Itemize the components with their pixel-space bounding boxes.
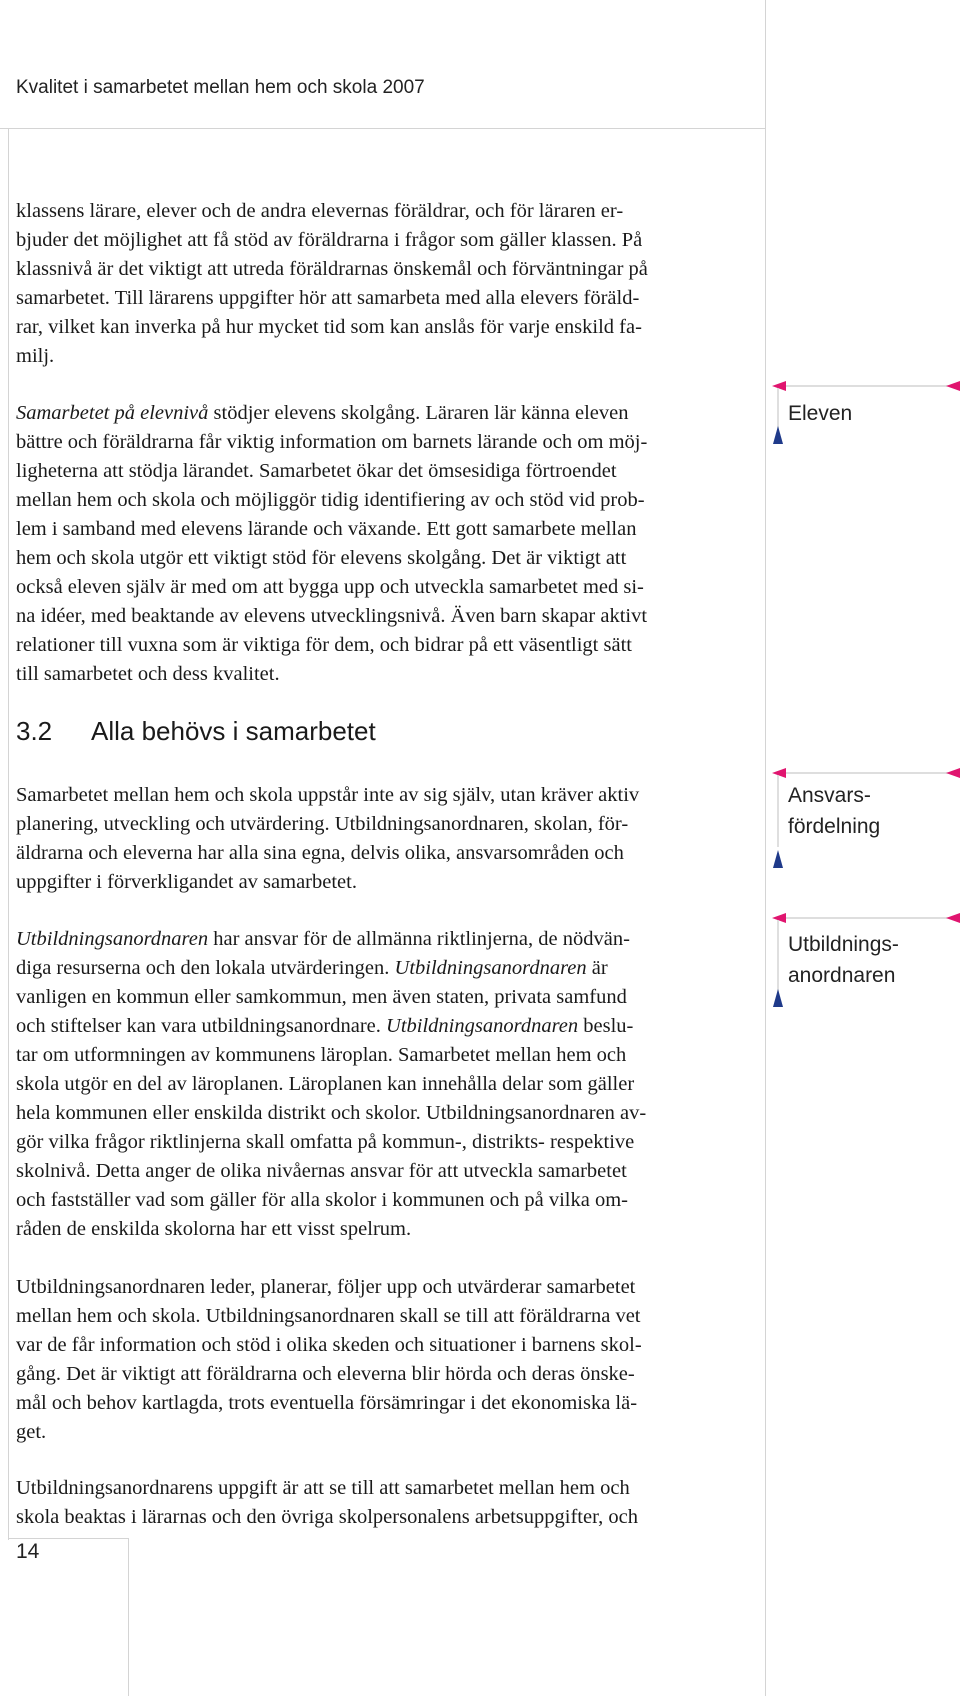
text-line: bjuder det möjlighet att få stöd av föräldrarna i frågor som gäller klassen. På [16,229,643,251]
margin-note-eleven [788,398,852,429]
blue-arrow-icon [770,840,790,880]
paragraph-class-level [16,197,648,371]
page-number: 14 [16,1540,40,1563]
section-heading [16,716,376,747]
text-line: get. [16,1421,47,1443]
text-line: bättre och föräldrarna får viktig information om barnets lärande och om möj- [16,431,648,453]
section-title: Alla behövs i samarbetet [91,716,376,746]
text-span: beslu- [578,1015,634,1037]
text-line: Samarbetet mellan hem och skola uppstår inte av sig själv, utan kräver aktiv [16,784,640,806]
italic-term: Utbildningsanordnaren [394,957,587,979]
header-rule [0,128,765,129]
text-line: gång. Det är viktigt att föräldrarna och eleverna blir hörda och deras önske- [16,1363,635,1385]
text-line: milj. [16,345,55,367]
text-line: tar om utformningen av kommunens läroplan. Samarbetet mellan hem och [16,1044,627,1066]
text-line: Utbildningsanordnarens uppgift är att se till att samarbetet mellan hem och [16,1477,630,1499]
text-line: gör vilka frågor riktlinjerna skall omfatta på kommun-, distrikts- respektive [16,1131,635,1153]
italic-lead: Samarbetet på elevnivå [16,402,209,424]
text-span: och stiftelser kan vara utbildningsanordnare. [16,1015,387,1037]
italic-term: Utbildningsanordnaren [16,928,209,950]
text-line: klassnivå är det viktigt att utreda föräldrarnas önskemål och förväntningar på [16,258,648,280]
margin-note-line: Ansvars- [788,784,871,807]
paragraph-intro [16,781,639,897]
text-line: också eleven själv är med om att bygga upp och utveckla samarbetet med si- [16,576,644,598]
text-line: relationer till vuxna som är viktiga för dem, och bidrar på ett väsentligt sätt [16,634,632,656]
text-line: vanligen en kommun eller samkommun, men även staten, privata samfund [16,986,627,1008]
paragraph-provider-task [16,1474,638,1532]
blue-arrow-shape [773,989,783,1007]
left-margin-rule [8,128,9,1540]
text-line: ligheterna att stödja lärandet. Samarbetet ökar det ömsesidiga förtroendet [16,460,617,482]
margin-note-line: Eleven [788,402,853,425]
text-line: mellan hem och skola och möjliggör tidig identifiering av och stöd vid prob- [16,489,645,511]
text-line: samarbetet. Till lärarens uppgifter hör att samarbeta med alla elevers föräld- [16,287,640,309]
footer-rule [8,1538,128,1539]
text-span: har ansvar för de allmänna riktlinjerna, de nödvän- [208,928,630,950]
section-number: 3.2 [16,716,53,746]
running-header: Kvalitet i samarbetet mellan hem och skola 2007 [16,77,425,98]
blue-arrow-icon [773,426,783,444]
right-margin-rule [765,0,766,1696]
pink-arrow-icon [946,768,960,778]
text-line: klassens lärare, elever och de andra elevernas föräldrar, och för läraren er- [16,200,624,222]
paragraph-student-level [16,399,647,689]
text-line: råden de enskilda skolorna har ett visst spelrum. [16,1218,412,1240]
text-line [16,925,646,954]
text-line: mål och behov kartlagda, trots eventuella försämringar i det ekonomiska lä- [16,1392,638,1414]
text-line: hela kommunen eller enskilda distrikt och skolor. Utbildningsanordnaren av- [16,1102,647,1124]
text-line [16,399,647,428]
text-span: diga resurserna och den lokala utvärderingen. [16,957,395,979]
text-line: rar, vilket kan inverka på hur mycket tid som kan anslås för varje enskild fa- [16,316,642,338]
text-line: planering, utveckling och utvärdering. Utbildningsanordnaren, skolan, för- [16,813,629,835]
pink-arrow-icon [946,381,960,391]
text-line: skola utgör en del av läroplanen. Läroplanen kan innehålla delar som gäller [16,1073,635,1095]
text-line: och fastställer vad som gäller för alla skolor i kommunen och på vilka om- [16,1189,628,1211]
text-line [16,1012,646,1041]
margin-note-line: anordnaren [788,964,896,987]
margin-note-line: Utbildnings- [788,933,899,956]
text-line [16,954,646,983]
footer-vertical-rule [128,1538,129,1696]
paragraph-education-provider [16,925,646,1244]
text-line: skolnivå. Detta anger de olika nivåernas ansvar för att utveckla samarbetet [16,1160,627,1182]
text-line: Utbildningsanordnaren leder, planerar, följer upp och utvärderar samarbetet [16,1276,636,1298]
margin-note-ansvar [788,780,880,842]
text-line: äldrarna och eleverna har alla sina egna, delvis olika, ansvarsområden och [16,842,624,864]
paragraph-provider-leads [16,1273,642,1447]
margin-note-line: fördelning [788,815,881,838]
pink-arrow-icon [772,381,786,391]
text-line: till samarbetet och dess kvalitet. [16,663,280,685]
lead-rest: stödjer elevens skolgång. Läraren lär känna eleven [208,402,629,424]
pink-arrow-icon [946,913,960,923]
text-span: är [586,957,608,979]
pink-arrow-icon [772,768,786,778]
margin-note-utbild [788,929,899,991]
text-line: skola beaktas i lärarnas och den övriga skolpersonalens arbetsuppgifter, och [16,1506,638,1528]
text-line: lem i samband med elevens lärande och växande. Ett gott samarbete mellan [16,518,637,540]
text-line: uppgifter i förverkligandet av samarbetet. [16,871,357,893]
blue-arrow-icon [770,985,790,1025]
text-line: var de får information och stöd i olika skeden och situationer i barnens skol- [16,1334,642,1356]
text-line: mellan hem och skola. Utbildningsanordnaren skall se till att föräldrarna vet [16,1305,641,1327]
text-line: hem och skola utgör ett viktigt stöd för elevens skolgång. Det är viktigt att [16,547,627,569]
pink-arrow-icon [772,913,786,923]
text-line: na idéer, med beaktande av elevens utvecklingsnivå. Även barn skapar aktivt [16,605,648,627]
italic-term: Utbildningsanordnaren [386,1015,579,1037]
blue-arrow-shape [773,850,783,868]
